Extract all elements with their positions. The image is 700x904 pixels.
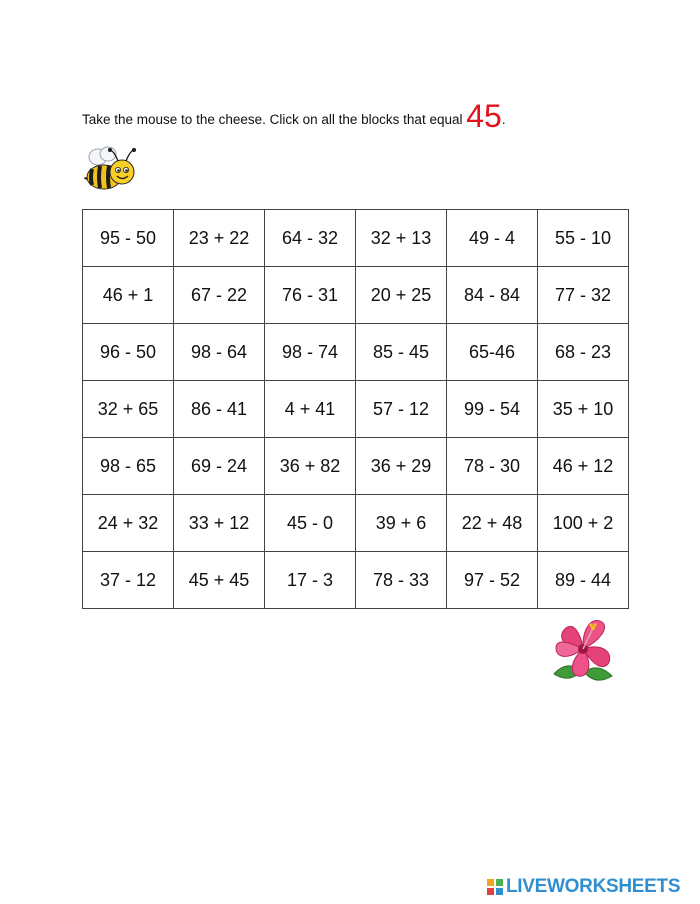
grid-cell[interactable]: 77 - 32 — [538, 267, 629, 324]
grid-cell[interactable]: 100 + 2 — [538, 495, 629, 552]
grid-cell[interactable]: 45 - 0 — [265, 495, 356, 552]
grid-cell[interactable]: 89 - 44 — [538, 552, 629, 609]
grid-cell[interactable]: 55 - 10 — [538, 210, 629, 267]
bee-icon — [84, 145, 140, 195]
target-value: 45 — [466, 98, 502, 134]
grid-cell[interactable]: 23 + 22 — [174, 210, 265, 267]
grid-row — [83, 210, 629, 267]
instructions-text: Take the mouse to the cheese. Click on all the blocks that equal — [82, 112, 467, 127]
grid-cell[interactable]: 46 + 1 — [83, 267, 174, 324]
grid-cell[interactable]: 32 + 13 — [356, 210, 447, 267]
liveworksheets-logo-mark — [487, 879, 503, 895]
grid-cell[interactable]: 98 - 65 — [83, 438, 174, 495]
grid-row — [83, 267, 629, 324]
grid-row — [83, 495, 629, 552]
grid-cell[interactable]: 39 + 6 — [356, 495, 447, 552]
grid-cell[interactable]: 20 + 25 — [356, 267, 447, 324]
grid-row — [83, 381, 629, 438]
grid-cell[interactable]: 17 - 3 — [265, 552, 356, 609]
grid-cell[interactable]: 32 + 65 — [83, 381, 174, 438]
grid-cell[interactable]: 97 - 52 — [447, 552, 538, 609]
grid-cell[interactable]: 69 - 24 — [174, 438, 265, 495]
grid-cell[interactable]: 86 - 41 — [174, 381, 265, 438]
grid-cell[interactable]: 37 - 12 — [83, 552, 174, 609]
grid-cell[interactable]: 85 - 45 — [356, 324, 447, 381]
maze-grid — [82, 209, 629, 609]
grid-cell[interactable]: 98 - 64 — [174, 324, 265, 381]
instructions-period: . — [501, 112, 506, 127]
liveworksheets-logo — [487, 876, 680, 898]
grid-cell[interactable]: 98 - 74 — [265, 324, 356, 381]
grid-cell[interactable]: 49 - 4 — [447, 210, 538, 267]
grid-cell[interactable]: 35 + 10 — [538, 381, 629, 438]
grid-cell[interactable]: 22 + 48 — [447, 495, 538, 552]
grid-cell[interactable]: 76 - 31 — [265, 267, 356, 324]
grid-cell[interactable]: 4 + 41 — [265, 381, 356, 438]
grid-cell[interactable]: 45 + 45 — [174, 552, 265, 609]
grid-cell[interactable]: 95 - 50 — [83, 210, 174, 267]
grid-cell[interactable]: 99 - 54 — [447, 381, 538, 438]
grid-cell[interactable]: 24 + 32 — [83, 495, 174, 552]
grid-cell[interactable]: 96 - 50 — [83, 324, 174, 381]
grid-cell[interactable]: 65-46 — [447, 324, 538, 381]
grid-row — [83, 552, 629, 609]
grid-cell[interactable]: 57 - 12 — [356, 381, 447, 438]
grid-cell[interactable]: 36 + 29 — [356, 438, 447, 495]
liveworksheets-logo-text: LIVEWORKSHEETS — [506, 876, 681, 897]
instructions — [82, 100, 506, 132]
grid-cell[interactable]: 68 - 23 — [538, 324, 629, 381]
grid-row — [83, 438, 629, 495]
grid-row — [83, 324, 629, 381]
grid-cell[interactable]: 84 - 84 — [447, 267, 538, 324]
grid-cell[interactable]: 33 + 12 — [174, 495, 265, 552]
grid-cell[interactable]: 64 - 32 — [265, 210, 356, 267]
grid-cell[interactable]: 78 - 30 — [447, 438, 538, 495]
grid-cell[interactable]: 36 + 82 — [265, 438, 356, 495]
grid-cell[interactable]: 78 - 33 — [356, 552, 447, 609]
grid-cell[interactable]: 46 + 12 — [538, 438, 629, 495]
grid-cell[interactable]: 67 - 22 — [174, 267, 265, 324]
hibiscus-flower-icon — [548, 614, 618, 688]
